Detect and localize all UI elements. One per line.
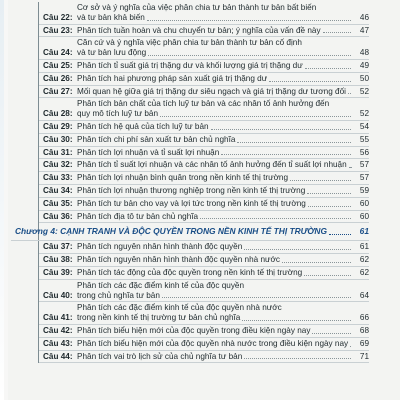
leader-dots <box>350 345 351 347</box>
entry-page-number: 66 <box>359 313 369 323</box>
entry-page-number: 62 <box>359 255 369 265</box>
leader-dots <box>307 192 351 194</box>
leader-dots <box>160 115 351 117</box>
leader-dots <box>200 217 351 219</box>
page-edge-shadow <box>0 0 4 400</box>
entry-line <box>77 99 369 109</box>
entry-page-number: 55 <box>359 134 369 144</box>
entry-label: Câu 39: <box>43 267 73 277</box>
entry-label: Câu 32: <box>43 160 73 170</box>
toc-entry[interactable] <box>39 254 369 267</box>
entry-text <box>77 281 369 301</box>
toc-entry[interactable] <box>39 98 369 121</box>
leader-dots <box>290 179 351 181</box>
entry-line-text: Phân tích biểu hiện mới của độc quyền trong điều kiện ngày nay <box>77 325 311 335</box>
entry-text <box>77 26 369 36</box>
toc-section-chapter-4 <box>39 241 369 363</box>
entry-line-text: Phân tích địa tô tư bản chủ nghĩa <box>77 211 199 221</box>
entry-label: Câu 42: <box>43 325 73 335</box>
entry-label: Câu 33: <box>43 173 73 183</box>
entry-line-text: Phân tích bản chất của tích luỹ tư bản và các nhân tố ảnh hưởng đến <box>77 99 330 109</box>
entry-label: Câu 26: <box>43 73 73 83</box>
entry-label: Câu 37: <box>43 242 73 252</box>
toc-entry[interactable] <box>39 37 369 60</box>
entry-text <box>77 268 369 278</box>
leader-dots <box>162 296 351 298</box>
entry-page-number: 52 <box>359 86 369 96</box>
entry-text <box>77 160 369 170</box>
entry-text <box>77 38 369 58</box>
entry-page-number: 57 <box>359 173 369 183</box>
entry-line-text: Phân tích các đặc điểm kinh tế của độc quyền nhà nước <box>77 303 282 313</box>
entry-line-text: Căn cứ và ý nghĩa việc phân chia tư bản thành tư bản cố định <box>77 38 302 48</box>
entry-label: Câu 29: <box>43 121 73 131</box>
entry-text <box>77 61 369 71</box>
entry-line-text: Phân tích lợi nhuận bình quân trong nền kinh tế thị trường <box>77 173 289 183</box>
entry-label: Câu 27: <box>43 86 73 96</box>
entry-page-number: 52 <box>359 109 369 119</box>
entry-text <box>77 255 369 265</box>
entry-line <box>77 87 369 97</box>
entry-label: Câu 40: <box>43 290 73 300</box>
entry-line-text: Phân tích lợi nhuận thương nghiệp trong nền kinh tế thị trường <box>77 185 306 195</box>
leader-dots <box>237 141 351 143</box>
entry-line <box>77 160 369 170</box>
entry-page-number: 46 <box>359 12 369 22</box>
leader-dots <box>312 332 351 334</box>
entry-line <box>77 199 369 209</box>
entry-label: Câu 36: <box>43 211 73 221</box>
entry-line <box>77 148 369 158</box>
entry-page-number: 48 <box>359 48 369 58</box>
chapter-page-number: 61 <box>359 226 369 237</box>
entry-page-number: 64 <box>359 290 369 300</box>
entry-line <box>77 109 369 119</box>
entry-line-text: Phân tích tỉ suất giá trị thặng dư và khối lượng giá trị thặng dư <box>77 60 303 70</box>
toc-entry[interactable] <box>39 25 369 38</box>
entry-line-text: Phân tích lợi nhuận và tỉ suất lợi nhuận <box>77 147 220 157</box>
toc-entry[interactable] <box>39 325 369 338</box>
entry-text <box>77 99 369 119</box>
entry-text <box>77 135 369 145</box>
entry-page-number: 56 <box>359 147 369 157</box>
entry-text <box>77 74 369 84</box>
entry-page-number: 50 <box>359 73 369 83</box>
entry-line-text: trong nền kinh tế thị trường tư bản chủ nghĩa <box>77 313 241 323</box>
entry-page-number: 60 <box>359 211 369 221</box>
entry-line-text: Phân tích biểu hiện mới của độc quyền nhà nước trong điều kiện ngày nay <box>77 338 349 348</box>
chapter-heading[interactable] <box>11 223 369 241</box>
leader-dots <box>244 248 351 250</box>
toc-entry[interactable] <box>39 241 369 254</box>
entry-line <box>77 74 369 84</box>
entry-page-number: 47 <box>359 25 369 35</box>
entry-text <box>77 199 369 209</box>
leader-dots <box>147 19 351 21</box>
entry-line-text: quy mô tích luỹ tư bản <box>77 109 159 119</box>
toc-entry[interactable] <box>39 134 369 147</box>
table-of-contents <box>15 2 369 363</box>
entry-line <box>77 13 369 23</box>
toc-entry[interactable] <box>39 338 369 351</box>
entry-line <box>77 313 369 323</box>
entry-label: Câu 38: <box>43 255 73 265</box>
entry-line <box>77 48 369 58</box>
leader-dots <box>211 128 351 130</box>
entry-line-text: trong chủ nghĩa tư bản <box>77 290 160 300</box>
toc-entry[interactable] <box>39 86 369 99</box>
entry-line <box>77 291 369 301</box>
entry-line-text: Phân tích các đặc điểm kinh tế của độc quyền <box>77 280 245 290</box>
entry-line <box>77 61 369 71</box>
entry-label: Câu 34: <box>43 185 73 195</box>
toc-entry[interactable] <box>39 172 369 185</box>
entry-line <box>77 122 369 132</box>
entry-line <box>77 352 369 362</box>
toc-entry[interactable] <box>39 60 369 73</box>
entry-line-text: Phân tích hai phương pháp sản xuất giá trị thặng dư <box>77 73 268 83</box>
entry-line <box>77 173 369 183</box>
entry-page-number: 54 <box>359 121 369 131</box>
entry-line-text: Phân tích hệ quả của tích luỹ tư bản <box>77 121 209 131</box>
entry-line-text: và tư bản khả biến <box>77 12 145 22</box>
entry-line-text: Phân tích chi phí sản xuất tư bản chủ nghĩa <box>77 134 236 144</box>
entry-label: Câu 35: <box>43 198 73 208</box>
entry-label: Câu 25: <box>43 60 73 70</box>
entry-label: Câu 43: <box>43 338 73 348</box>
toc-entry[interactable] <box>39 2 369 25</box>
toc-entry[interactable] <box>39 73 369 86</box>
entry-line <box>77 3 369 13</box>
leader-dots <box>323 31 351 33</box>
leader-dots <box>269 80 351 82</box>
toc-entry[interactable] <box>39 159 369 172</box>
toc-entry[interactable] <box>39 267 369 280</box>
entry-text <box>77 122 369 132</box>
toc-entry[interactable] <box>39 147 369 160</box>
entry-page-number: 71 <box>359 351 369 361</box>
entry-text <box>77 212 369 222</box>
leader-dots <box>349 166 351 168</box>
leader-dots <box>221 153 351 155</box>
entry-line <box>77 135 369 145</box>
entry-text <box>77 326 369 336</box>
entry-line <box>77 212 369 222</box>
toc-entry[interactable] <box>39 198 369 211</box>
entry-label: Câu 44: <box>43 351 73 361</box>
entry-text <box>77 352 369 362</box>
toc-entry[interactable] <box>39 185 369 198</box>
entry-page-number: 62 <box>359 267 369 277</box>
entry-page-number: 59 <box>359 185 369 195</box>
entry-line-text: Phân tích tác động của độc quyền trong nền kinh tế thị trường <box>77 267 303 277</box>
entry-line <box>77 339 369 349</box>
entry-text <box>77 173 369 183</box>
entry-line <box>77 186 369 196</box>
entry-line <box>77 268 369 278</box>
entry-line-text: Phân tích vai trò lịch sử của chủ nghĩa tư bản <box>77 351 243 361</box>
entry-text <box>77 339 369 349</box>
entry-label: Câu 24: <box>43 48 73 58</box>
toc-entry[interactable] <box>39 302 369 325</box>
entry-label: Câu 28: <box>43 109 73 119</box>
entry-line <box>77 326 369 336</box>
entry-label: Câu 31: <box>43 147 73 157</box>
entry-text <box>77 242 369 252</box>
entry-page-number: 60 <box>359 198 369 208</box>
entry-text <box>77 87 369 97</box>
leader-dots <box>329 233 351 235</box>
entry-label: Câu 23: <box>43 25 73 35</box>
entry-line <box>77 242 369 252</box>
leader-dots <box>148 54 351 56</box>
toc-entry[interactable] <box>39 280 369 303</box>
entry-label: Câu 22: <box>43 12 73 22</box>
entry-label: Câu 30: <box>43 134 73 144</box>
leader-dots <box>244 357 351 359</box>
entry-text <box>77 148 369 158</box>
entry-text <box>77 3 369 23</box>
entry-line-text: Phân tích nguyên nhân hình thành độc quyền nhà nước <box>77 255 280 265</box>
toc-entry[interactable] <box>39 351 369 364</box>
leader-dots <box>242 319 351 321</box>
entry-text <box>77 186 369 196</box>
entry-line <box>77 38 369 48</box>
entry-line-text: Phân tích tư bản cho vay và lợi tức trong nền kinh tế thị trường <box>77 198 306 208</box>
entry-line-text: Phân tích nguyên nhân hình thành độc quyền <box>77 242 243 252</box>
entry-line <box>77 26 369 36</box>
entry-line <box>77 255 369 265</box>
entry-page-number: 68 <box>359 325 369 335</box>
entry-line <box>77 281 369 291</box>
entry-page-number: 69 <box>359 338 369 348</box>
toc-section-chapter-3 <box>39 2 369 223</box>
entry-line-text: Cơ sở và ý nghĩa của việc phân chia tư bản thành tư bản bất biến <box>77 3 317 12</box>
toc-page <box>8 0 400 400</box>
leader-dots <box>308 205 351 207</box>
toc-entry[interactable] <box>39 121 369 134</box>
entry-line-text: Phân tích tỉ suất lợi nhuận và các nhân tố ảnh hưởng đến tỉ suất lợi nhuận <box>77 160 347 170</box>
entry-line-text: Phân tích tuần hoàn và chu chuyển tư bản; ý nghĩa của vấn đề này <box>77 25 321 35</box>
entry-line-text: Mối quan hệ giữa giá trị thặng dư siêu ngạch và giá trị thặng dư tương đối <box>77 86 346 96</box>
leader-dots <box>305 67 351 69</box>
entry-line <box>77 303 369 313</box>
entry-page-number: 57 <box>359 160 369 170</box>
leader-dots <box>304 274 351 276</box>
toc-entry[interactable] <box>39 211 369 224</box>
entry-line-text: và tư bản lưu động <box>77 48 147 58</box>
entry-text <box>77 303 369 323</box>
entry-label: Câu 41: <box>43 313 73 323</box>
entry-page-number: 61 <box>359 242 369 252</box>
leader-dots <box>282 261 351 263</box>
leader-dots <box>348 92 351 94</box>
chapter-title: Chương 4: CẠNH TRANH VÀ ĐỘC QUYỀN TRONG NỀN KINH TẾ THỊ TRƯỜNG <box>15 226 327 237</box>
entry-page-number: 49 <box>359 60 369 70</box>
